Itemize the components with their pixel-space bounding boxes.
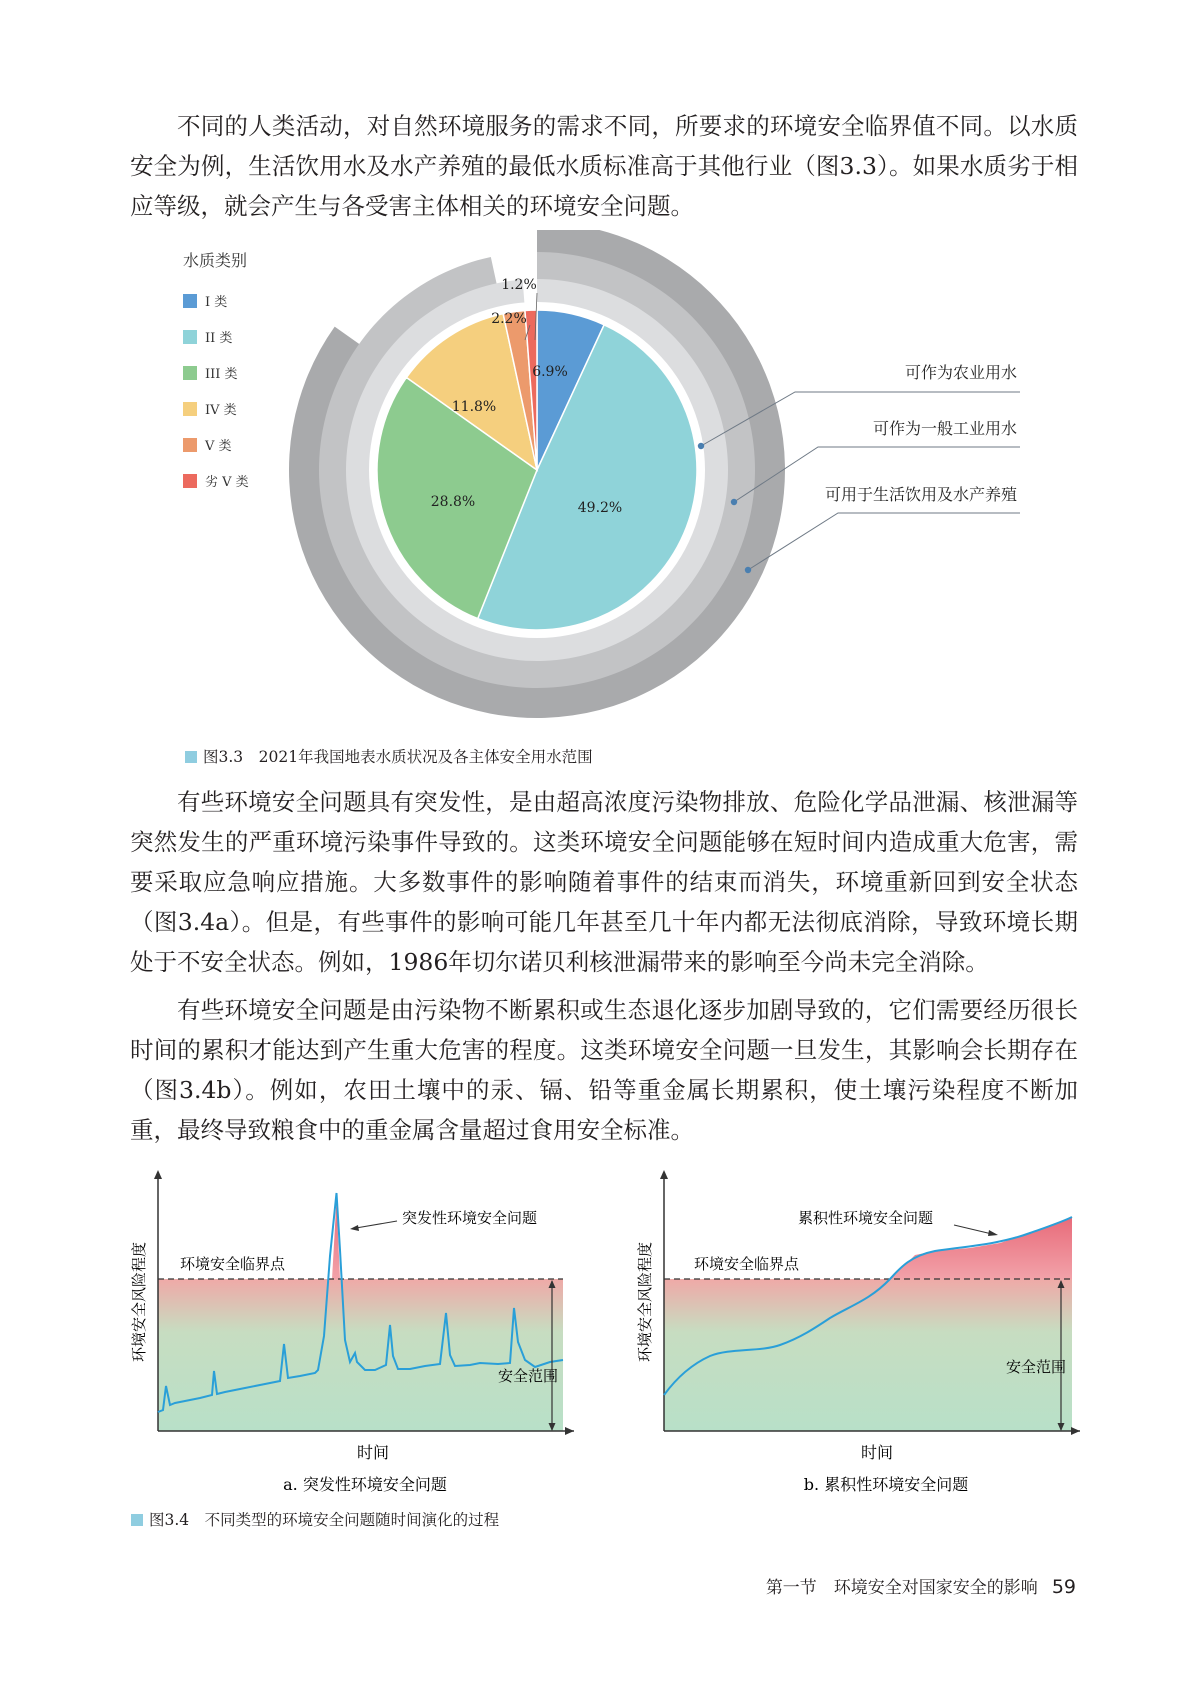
x-label-a: 时间 xyxy=(356,1443,390,1462)
legend-title: 水质类别 xyxy=(183,251,248,270)
legend-label-2: II 类 xyxy=(205,331,233,346)
safe-region-b xyxy=(664,1279,1072,1431)
pie-value-label-1: 6.9% xyxy=(532,364,568,380)
legend-swatch-2 xyxy=(183,330,197,344)
figure-3-4 xyxy=(0,1160,1191,1520)
caption-text: 图3.4 不同类型的环境安全问题随时间演化的过程 xyxy=(149,1511,500,1529)
x-label-b: 时间 xyxy=(860,1443,894,1462)
caption-text: 图3.3 2021年我国地表水质状况及各主体安全用水范围 xyxy=(203,748,593,766)
safe-label-a: 安全范围 xyxy=(498,1367,559,1385)
x-arrow-a xyxy=(565,1427,574,1435)
body-paragraph-2: 有些环境安全问题具有突发性，是由超高浓度污染物排放、危险化学品泄漏、核泄漏等突然发生的严重环境污染事件导致的。这类环境安全问题能够在短时间内造成重大危害，需要采取应急响应措施。大多数事件的影响随着事件的结束而消失，环境重新回到安全状态（图3.4a）。但是，有些事件的影响可能几年甚至几十年内都无法彻底消除，导致环境长期处于不安全状态。例如，1986年切尔诺贝利核泄漏带来的影响至今尚未完全消除。 xyxy=(130,788,1078,976)
problem-pointer-a xyxy=(356,1221,397,1228)
legend-swatch-5 xyxy=(183,438,197,452)
legend-swatch-1 xyxy=(183,294,197,308)
caption-marker xyxy=(131,1514,143,1526)
problem-pointer-head-b xyxy=(988,1230,998,1236)
panel-b xyxy=(636,1170,1080,1494)
figure-3-3-caption xyxy=(185,745,593,767)
pie-value-label-3: 28.8% xyxy=(430,494,476,510)
x-arrow-b xyxy=(1071,1427,1080,1435)
problem-pointer-b xyxy=(954,1225,992,1234)
caption-marker xyxy=(185,751,197,763)
subtitle-a: a. 突发性环境安全问题 xyxy=(283,1475,447,1494)
safe-region-a xyxy=(158,1279,563,1431)
legend-label-4: IV 类 xyxy=(205,403,237,418)
ring-callout-line-3 xyxy=(748,513,1020,570)
y-arrow-a xyxy=(154,1170,162,1179)
ring-callout-dot-3 xyxy=(745,567,751,573)
panel-a xyxy=(130,1170,574,1494)
pie-value-label-2: 49.2% xyxy=(577,500,623,516)
problem-label-b: 累积性环境安全问题 xyxy=(798,1209,934,1227)
problem-label-a: 突发性环境安全问题 xyxy=(402,1209,538,1227)
ring-callout-label-3: 可用于生活饮用及水产养殖 xyxy=(824,485,1017,504)
legend-swatch-4 xyxy=(183,402,197,416)
figure-3-4-caption xyxy=(131,1508,499,1530)
y-label-a: 环境安全风险程度 xyxy=(130,1241,148,1363)
y-arrow-b xyxy=(660,1170,668,1179)
legend-label-6: 劣 V 类 xyxy=(205,475,249,490)
threshold-label-b: 环境安全临界点 xyxy=(694,1255,800,1273)
legend-label-3: III 类 xyxy=(205,367,238,382)
y-label-b: 环境安全风险程度 xyxy=(636,1241,654,1363)
page-footer xyxy=(766,1573,1076,1598)
ring-callout-label-2: 可作为一般工业用水 xyxy=(872,419,1017,438)
legend-label-5: V 类 xyxy=(205,439,232,454)
body-paragraph-3: 有些环境安全问题是由污染物不断累积或生态退化逐步加剧导致的，它们需要经历很长时间的累积才能达到产生重大危害的程度。这类环境安全问题一旦发生，其影响会长期存在（图3.4b）。例如，农田土壤中的汞、镉、铅等重金属长期累积，使土壤污染程度不断加重，最终导致粮食中的重金属含量超过食用安全标准。 xyxy=(130,996,1078,1144)
figure-3-3 xyxy=(0,230,1191,750)
threshold-label-a: 环境安全临界点 xyxy=(180,1255,286,1273)
body-paragraph-1: 不同的人类活动，对自然环境服务的需求不同，所要求的环境安全临界值不同。以水质安全为例，生活饮用水及水产养殖的最低水质标准高于其他行业（图3.3）。如果水质劣于相应等级，就会产生与各受害主体相关的环境安全问题。 xyxy=(130,112,1078,220)
safe-label-b: 安全范围 xyxy=(1006,1358,1067,1376)
pie-value-label-5: 2.2% xyxy=(491,311,527,327)
legend-swatch-3 xyxy=(183,366,197,380)
pie-value-label-6: 1.2% xyxy=(501,277,537,293)
legend-swatch-6 xyxy=(183,474,197,488)
ring-callout-dot-2 xyxy=(731,499,737,505)
subtitle-b: b. 累积性环境安全问题 xyxy=(803,1475,969,1494)
legend-label-1: I 类 xyxy=(205,295,228,310)
ring-callout-dot-1 xyxy=(698,443,704,449)
ring-callout-label-1: 可作为农业用水 xyxy=(904,363,1017,382)
page-number: 59 xyxy=(1051,1576,1076,1598)
section-title: 第一节 环境安全对国家安全的影响 xyxy=(765,1578,1038,1598)
pie-value-label-4: 11.8% xyxy=(451,399,497,415)
problem-pointer-head-a xyxy=(350,1225,359,1231)
